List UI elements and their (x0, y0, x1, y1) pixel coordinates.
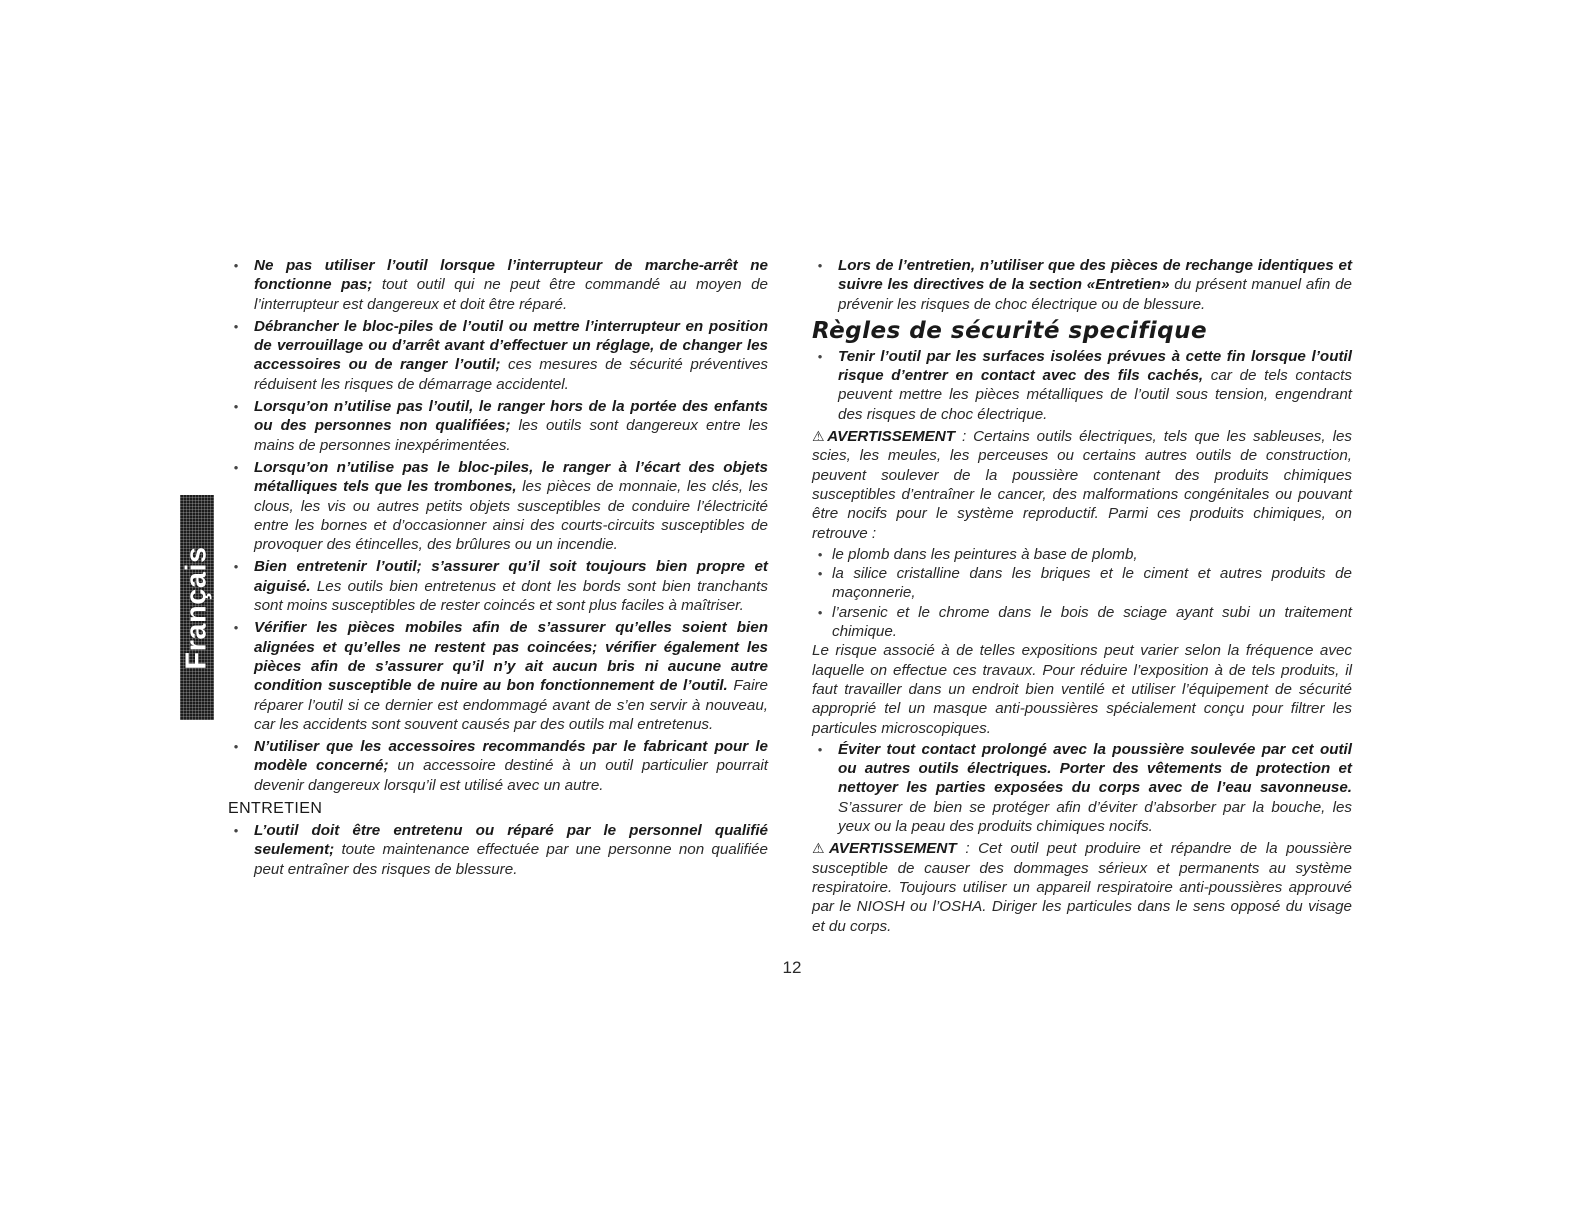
list-item (228, 618, 768, 734)
list-item (228, 317, 768, 394)
bullet-icon: • (233, 559, 239, 575)
item-text: les pièces de monnaie, les clés, les clous, les vis ou autres petits objets susceptibles de conduire l’électricité entre les bornes et d’occasionner ainsi des courts-circuits susceptibles de provoquer des étincelles, des brûlures ou un incendie. (254, 478, 769, 554)
chemical-text: la silice cristalline dans les briques et le ciment et autres produits de maçonnerie, (832, 565, 1352, 602)
bullet-icon: • (233, 823, 239, 839)
item-text: Faire réparer l’outil si ce dernier est endommagé avant de s’en servir à nouveau, car les accidents sont souvent causés par des outils mal entretenus. (254, 677, 768, 733)
item-text: ces mesures de sécurité préventives réduisent les risques de démarrage accidentel. (254, 356, 768, 393)
page-number: 12 (782, 958, 802, 977)
bullet-icon: • (817, 604, 823, 620)
item-bold-text: N’utiliser que les accessoires recommandés par le fabricant pour le modèle concerné; (254, 738, 768, 775)
specific-rules-list (812, 347, 1352, 424)
bullet-icon: • (233, 318, 239, 334)
warning-text: : Cet outil peut produire et répandre de la poussière susceptible de causer des dommages sérieux et permanents au système respiratoire. Toujours utiliser un appareil respiratoire anti-poussières approuvé par le NIOSH ou l’OSHA. Diriger les particules dans le sens opposé du visage et du corps. (812, 840, 1352, 935)
language-side-tab (180, 495, 214, 720)
item-bold-text: Bien entretenir l’outil; s’assurer qu’il soit toujours bien propre et aiguisé. (254, 558, 768, 595)
list-item (812, 603, 1352, 642)
warning-text: : Certains outils électriques, tels que les sableuses, les scies, les meules, les perceuses ou certains autres outils de construction, peuvent soulever de la poussière contenant des produits chimiques susceptibles d’entraîner le cancer, des malformations congénitales ou pouvant être nocifs pour le système reproductif. Parmi ces produits chimiques, on retrouve : (812, 428, 1352, 542)
item-text: les outils sont dangereux entre les mains de personnes inexpérimentées. (254, 417, 768, 454)
section-heading: Règles de sécurité specifique (812, 317, 1208, 344)
warning-paragraph (812, 427, 1352, 543)
safety-list (228, 256, 768, 795)
bullet-icon: • (233, 739, 239, 755)
list-item (812, 564, 1352, 603)
item-bold-text: L’outil doit être entretenu ou réparé par le personnel qualifié seulement; (254, 822, 768, 859)
bullet-icon: • (233, 620, 239, 636)
item-bold-text: Lors de l’entretien, n’utiliser que des pièces de rechange identiques et suivre les directives de la section «Entretien» (838, 257, 1352, 294)
bullet-icon: • (817, 348, 823, 364)
bullet-icon: • (233, 399, 239, 415)
bullet-icon: • (817, 258, 823, 273)
item-bold-text: Éviter tout contact prolongé avec la poussière soulevée par cet outil ou autres outils électriques. Porter des vêtements de protection et nettoyer les parties exposées du corps avec de l’eau savonneuse. (838, 740, 1352, 797)
entretien-heading: ENTRETIEN (228, 800, 323, 818)
item-bold-text: Ne pas utiliser l’outil lorsque l’interrupteur de marche-arrêt ne fonctionne pas; (254, 257, 768, 294)
item-text: du présent manuel afin de prévenir les risques de choc électrique ou de blessure. (838, 276, 1352, 313)
warning-icon: ⚠ (812, 428, 828, 445)
list-item (228, 397, 768, 455)
item-text: S’assurer de bien se protéger afin d’éviter d’absorber par la bouche, les yeux ou la peau des produits chimiques nocifs. (838, 798, 1352, 836)
list-item (812, 740, 1352, 836)
bullet-icon: • (817, 566, 823, 582)
side-tab-label: Français (180, 545, 213, 670)
bullet-icon: • (817, 741, 823, 757)
item-text: car de tels contacts peuvent mettre les pièces métalliques de l’outil sous tension, engendrant des risques de choc électrique. (838, 367, 1352, 423)
bullet-icon: • (233, 258, 239, 273)
list-item (228, 458, 768, 554)
entretien-continued-list (812, 256, 1352, 314)
warning-icon: ⚠ (812, 840, 829, 857)
risk-paragraph: Le risque associé à de telles expositions peut varier selon la fréquence avec laquelle on effectue ces travaux. Pour réduire l’exposition à de tels produits, il faut travailler dans un endroit bien ventilé et utiliser l’équipement de sécurité approprié tel un masque anti-poussières spécialement conçu pour filtrer les particules microscopiques. (812, 642, 1352, 737)
bullet-icon: • (817, 546, 823, 562)
entretien-list (228, 821, 768, 879)
item-text: tout outil qui ne peut être commandé au moyen de l’interrupteur est dangereux et doit être réparé. (254, 276, 769, 313)
list-item (228, 557, 768, 615)
chemical-text: l’arsenic et le chrome dans le bois de sciage ayant subi un traitement chimique. (832, 603, 1352, 641)
chemicals-list (812, 545, 1352, 641)
item-bold-text: Débrancher le bloc-piles de l’outil ou mettre l’interrupteur en position de verrouillage ou d’arrêt avant d’effectuer un réglage, de changer les accessoires ou de ranger l’outil; (254, 317, 768, 374)
bullet-icon: • (233, 459, 239, 475)
right-column (812, 256, 1352, 938)
item-bold-text: Lorsqu’on n’utilise pas le bloc-piles, le ranger à l’écart des objets métalliques tels que les trombones, (254, 458, 768, 496)
item-bold-text: Vérifier les pièces mobiles afin de s’assurer qu’elles soient bien alignées et qu’elles ne restent pas coincées; vérifier également les pièces afin de s’assurer qu’il n’y ait aucun bris ni aucune autre condition susceptible de nuire au bon fonctionnement de l’outil. (254, 619, 768, 695)
warning-paragraph (812, 839, 1352, 935)
list-item (228, 821, 768, 879)
item-text: toute maintenance effectuée par une personne non qualifiée peut entraîner des risques de blessure. (254, 841, 768, 878)
item-text: un accessoire destiné à un outil particulier pourrait devenir dangereux lorsqu’il est utilisé avec un autre. (254, 757, 768, 794)
list-item (812, 545, 1352, 564)
list-item (228, 256, 768, 314)
item-bold-text: Tenir l’outil par les surfaces isolées prévues à cette fin lorsque l’outil risque d’entrer en contact avec des fils cachés, (838, 347, 1352, 385)
list-item (812, 347, 1352, 424)
item-bold-text: Lorsqu’on n’utilise pas l’outil, le ranger hors de la portée des enfants ou des personnes non qualifiées; (254, 398, 768, 435)
left-column (228, 256, 768, 882)
item-text: Les outils bien entretenus et dont les bords sont bien tranchants sont moins susceptibles de rester coincés et sont plus faciles à maîtriser. (254, 577, 768, 615)
warning-label: AVERTISSEMENT (828, 840, 957, 858)
warning-label: AVERTISSEMENT (827, 428, 956, 446)
chemical-text: le plomb dans les peintures à base de plomb, (832, 545, 1138, 563)
list-item (228, 737, 768, 795)
dust-list (812, 740, 1352, 836)
list-item (812, 256, 1352, 314)
